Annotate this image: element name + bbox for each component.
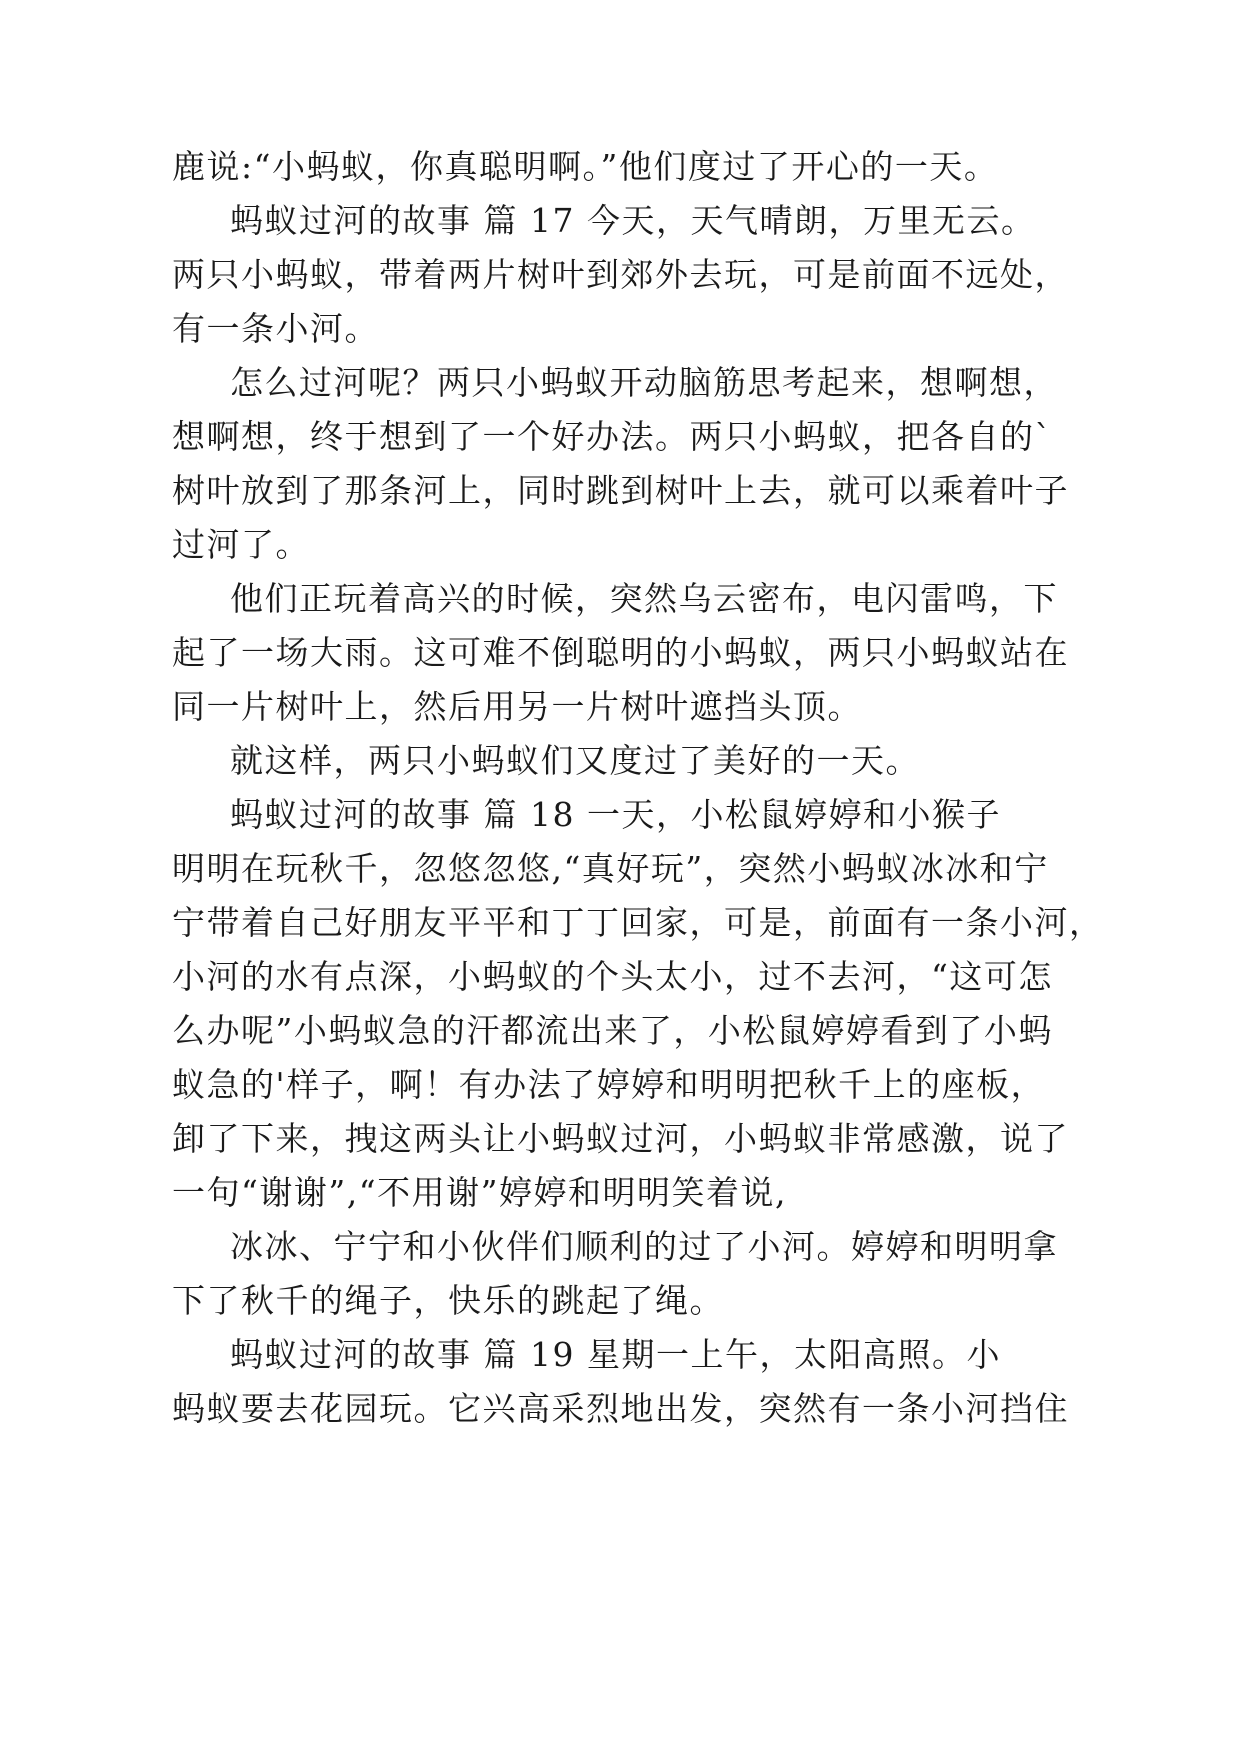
text-line: 蚁急的'样子，啊！有办法了婷婷和明明把秋千上的座板， (172, 1065, 1046, 1104)
text-line: 蚂蚁过河的故事 篇 17 今天，天气晴朗，万里无云。 (230, 201, 1036, 240)
text-line: 想啊想，终于想到了一个好办法。两只小蚂蚁，把各自的` (172, 417, 1053, 456)
text-line: 就这样，两只小蚂蚁们又度过了美好的一天。 (230, 741, 920, 780)
text-line: 起了一场大雨。这可难不倒聪明的小蚂蚁，两只小蚂蚁站在 (172, 633, 1069, 672)
text-line: 蚂蚁过河的故事 篇 18 一天，小松鼠婷婷和小猴子 (230, 795, 1001, 834)
text-line: 同一片树叶上，然后用另一片树叶遮挡头顶。 (172, 687, 862, 726)
text-line: 小河的水有点深，小蚂蚁的个头太小，过不去河，“这可怎 (172, 957, 1053, 996)
text-line: 蚂蚁要去花园玩。它兴高采烈地出发，突然有一条小河挡住 (172, 1389, 1069, 1428)
text-line: 过河了。 (172, 525, 310, 564)
text-line: 蚂蚁过河的故事 篇 19 星期一上午，太阳高照。小 (230, 1335, 1001, 1374)
text-line: 鹿说:“小蚂蚁，你真聪明啊。”他们度过了开心的一天。 (172, 147, 999, 186)
text-line: 一句“谢谢”,“不用谢”婷婷和明明笑着说, (172, 1173, 787, 1212)
text-line: 两只小蚂蚁，带着两片树叶到郊外去玩，可是前面不远处， (172, 255, 1069, 294)
text-line: 冰冰、宁宁和小伙伴们顺利的过了小河。婷婷和明明拿 (230, 1227, 1058, 1266)
text-line: 宁带着自己好朋友平平和丁丁回家，可是，前面有一条小河， (172, 903, 1104, 942)
text-line: 他们正玩着高兴的时候，突然乌云密布，电闪雷鸣，下 (230, 579, 1058, 618)
text-line: 卸了下来，拽这两头让小蚂蚁过河，小蚂蚁非常感激，说了 (172, 1119, 1069, 1158)
text-line: 树叶放到了那条河上，同时跳到树叶上去，就可以乘着叶子 (172, 471, 1069, 510)
text-line: 明明在玩秋千，忽悠忽悠,“真好玩”，突然小蚂蚁冰冰和宁 (172, 849, 1049, 888)
text-line: 有一条小河。 (172, 309, 379, 348)
text-line: 下了秋千的绳子，快乐的跳起了绳。 (172, 1281, 724, 1320)
text-line: 么办呢”小蚂蚁急的汗都流出来了，小松鼠婷婷看到了小蚂 (172, 1011, 1053, 1050)
text-line: 怎么过河呢？两只小蚂蚁开动脑筋思考起来，想啊想， (230, 363, 1058, 402)
